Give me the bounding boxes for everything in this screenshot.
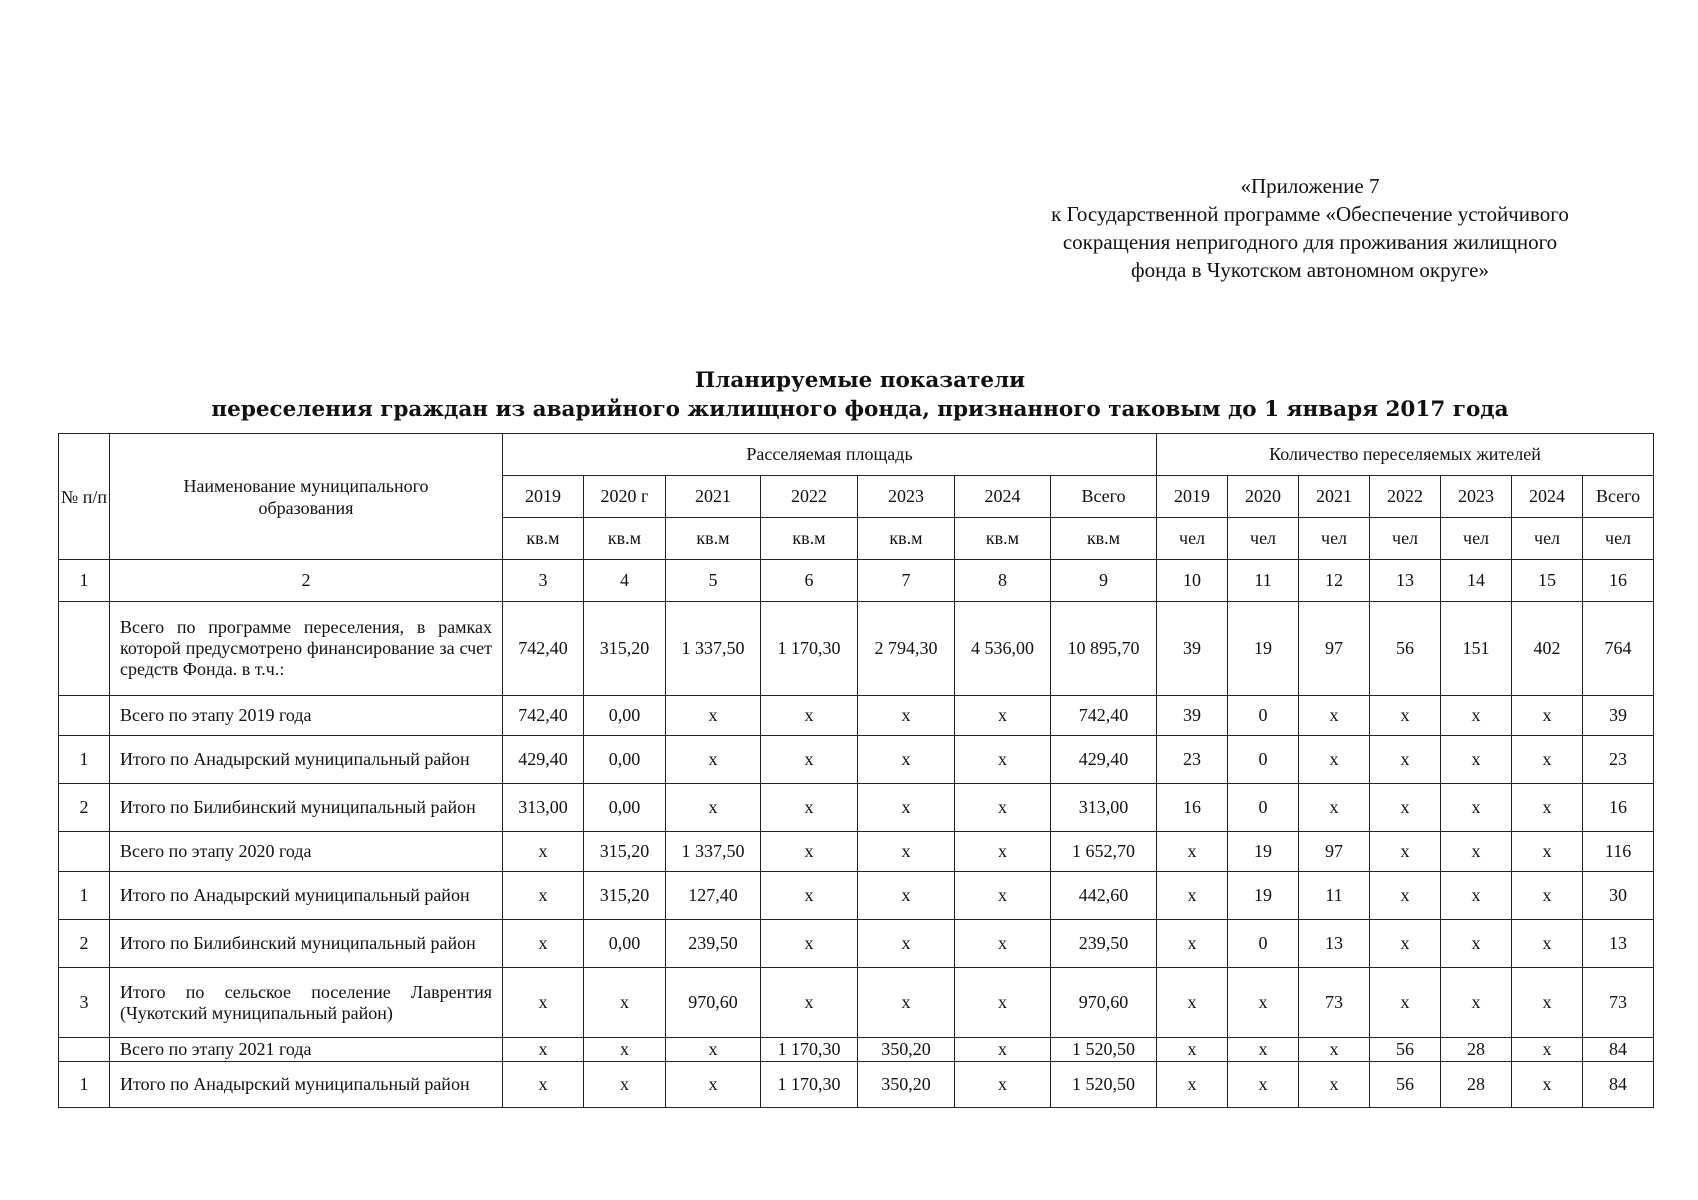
row-municipality-name: Итого по Анадырский муниципальный район xyxy=(110,736,503,784)
header-people-year: 2022 xyxy=(1370,476,1441,518)
cell-area-value: 742,40 xyxy=(503,696,584,736)
cell-area-value: х xyxy=(955,832,1051,872)
cell-people-value: 39 xyxy=(1157,696,1228,736)
cell-area-value: х xyxy=(503,872,584,920)
row-number xyxy=(59,832,110,872)
cell-area-value: х xyxy=(955,1038,1051,1062)
appendix-line-1: «Приложение 7 xyxy=(1240,174,1380,198)
cell-people-value: 56 xyxy=(1370,1062,1441,1108)
cell-area-value: 742,40 xyxy=(1051,696,1157,736)
row-number xyxy=(59,1038,110,1062)
table-row xyxy=(59,696,1654,736)
header-people-year: 2024 xyxy=(1512,476,1583,518)
cell-people-value: 13 xyxy=(1583,920,1654,968)
cell-people-value: 56 xyxy=(1370,602,1441,696)
cell-area-value: х xyxy=(666,1038,761,1062)
table-row xyxy=(59,602,1654,696)
header-area-unit: кв.м xyxy=(584,518,666,560)
cell-people-value: 0 xyxy=(1228,696,1299,736)
cell-people-value: х xyxy=(1512,968,1583,1038)
cell-people-value: х xyxy=(1441,920,1512,968)
row-municipality-name: Всего по этапу 2021 года xyxy=(110,1038,503,1062)
header-column-number: 3 xyxy=(503,560,584,602)
cell-people-value: 116 xyxy=(1583,832,1654,872)
cell-area-value: 1 170,30 xyxy=(761,1038,858,1062)
cell-area-value: х xyxy=(584,1038,666,1062)
cell-area-value: 1 337,50 xyxy=(666,602,761,696)
cell-people-value: х xyxy=(1228,1062,1299,1108)
cell-area-value: х xyxy=(858,736,955,784)
header-people-unit: чел xyxy=(1299,518,1370,560)
cell-area-value: х xyxy=(584,1062,666,1108)
row-municipality-name: Итого по Анадырский муниципальный район xyxy=(110,1062,503,1108)
header-area-year: 2023 xyxy=(858,476,955,518)
cell-area-value: х xyxy=(761,968,858,1038)
cell-area-value: х xyxy=(955,784,1051,832)
cell-people-value: 56 xyxy=(1370,1038,1441,1062)
cell-area-value: х xyxy=(761,784,858,832)
header-area-group: Расселяемая площадь xyxy=(503,434,1157,476)
cell-area-value: х xyxy=(503,1062,584,1108)
cell-area-value: х xyxy=(666,696,761,736)
cell-area-value: 0,00 xyxy=(584,736,666,784)
header-column-number: 13 xyxy=(1370,560,1441,602)
header-area-unit: кв.м xyxy=(1051,518,1157,560)
header-column-number: 7 xyxy=(858,560,955,602)
cell-area-value: 970,60 xyxy=(666,968,761,1038)
header-column-number: 5 xyxy=(666,560,761,602)
table-row xyxy=(59,1038,1654,1062)
header-people-group: Количество переселяемых жителей xyxy=(1157,434,1654,476)
header-people-unit: чел xyxy=(1370,518,1441,560)
cell-people-value: х xyxy=(1228,1038,1299,1062)
cell-area-value: х xyxy=(858,920,955,968)
header-people-unit: чел xyxy=(1441,518,1512,560)
cell-area-value: х xyxy=(858,784,955,832)
cell-area-value: 429,40 xyxy=(1051,736,1157,784)
table-row xyxy=(59,832,1654,872)
title-line-2: переселения граждан из аварийного жилищного фонда, признанного таковым до 1 января 2017 года xyxy=(211,397,1509,422)
cell-people-value: х xyxy=(1441,784,1512,832)
cell-people-value: х xyxy=(1512,736,1583,784)
cell-people-value: 28 xyxy=(1441,1038,1512,1062)
cell-area-value: х xyxy=(503,1038,584,1062)
cell-area-value: 315,20 xyxy=(584,602,666,696)
cell-people-value: х xyxy=(1157,872,1228,920)
cell-people-value: х xyxy=(1370,968,1441,1038)
cell-people-value: 11 xyxy=(1299,872,1370,920)
appendix-header xyxy=(980,172,1640,284)
header-column-number: 15 xyxy=(1512,560,1583,602)
cell-area-value: 1 520,50 xyxy=(1051,1062,1157,1108)
header-area-year: 2019 xyxy=(503,476,584,518)
document-title xyxy=(60,366,1660,424)
header-people-year: Всего xyxy=(1583,476,1654,518)
cell-area-value: х xyxy=(761,736,858,784)
header-people-year: 2019 xyxy=(1157,476,1228,518)
header-column-number: 10 xyxy=(1157,560,1228,602)
header-column-number: 2 xyxy=(110,560,503,602)
cell-area-value: 350,20 xyxy=(858,1062,955,1108)
cell-area-value: х xyxy=(955,1062,1051,1108)
cell-area-value: 1 520,50 xyxy=(1051,1038,1157,1062)
cell-people-value: 97 xyxy=(1299,602,1370,696)
cell-people-value: х xyxy=(1157,1062,1228,1108)
cell-people-value: х xyxy=(1299,1062,1370,1108)
cell-area-value: 350,20 xyxy=(858,1038,955,1062)
appendix-line-4: фонда в Чукотском автономном округе» xyxy=(1130,258,1489,282)
cell-people-value: 23 xyxy=(1583,736,1654,784)
row-number: 1 xyxy=(59,872,110,920)
header-area-year: Всего xyxy=(1051,476,1157,518)
row-municipality-name: Итого по Анадырский муниципальный район xyxy=(110,872,503,920)
cell-people-value: 13 xyxy=(1299,920,1370,968)
header-people-unit: чел xyxy=(1228,518,1299,560)
header-area-unit: кв.м xyxy=(761,518,858,560)
row-municipality-name: Итого по сельское поселение Лаврентия (Чукотский муниципальный район) xyxy=(110,968,503,1038)
header-row-column-numbers xyxy=(59,560,1654,602)
cell-area-value: х xyxy=(955,920,1051,968)
cell-people-value: х xyxy=(1157,968,1228,1038)
cell-people-value: х xyxy=(1370,920,1441,968)
row-number: 2 xyxy=(59,920,110,968)
cell-area-value: 1 337,50 xyxy=(666,832,761,872)
cell-area-value: х xyxy=(584,968,666,1038)
header-people-unit: чел xyxy=(1583,518,1654,560)
cell-people-value: х xyxy=(1441,832,1512,872)
row-municipality-name: Всего по программе переселения, в рамках которой предусмотрено финансирование за счет средств Фонда. в т.ч.: xyxy=(110,602,503,696)
row-number: 2 xyxy=(59,784,110,832)
header-num: № п/п xyxy=(59,434,110,560)
cell-people-value: х xyxy=(1157,832,1228,872)
cell-people-value: 151 xyxy=(1441,602,1512,696)
cell-area-value: х xyxy=(761,696,858,736)
cell-people-value: 0 xyxy=(1228,784,1299,832)
cell-people-value: х xyxy=(1441,968,1512,1038)
cell-area-value: х xyxy=(858,872,955,920)
header-column-number: 12 xyxy=(1299,560,1370,602)
cell-people-value: 0 xyxy=(1228,736,1299,784)
header-column-number: 14 xyxy=(1441,560,1512,602)
row-municipality-name: Всего по этапу 2020 года xyxy=(110,832,503,872)
cell-area-value: 313,00 xyxy=(503,784,584,832)
row-municipality-name: Всего по этапу 2019 года xyxy=(110,696,503,736)
cell-people-value: 84 xyxy=(1583,1038,1654,1062)
cell-area-value: 970,60 xyxy=(1051,968,1157,1038)
cell-people-value: 0 xyxy=(1228,920,1299,968)
cell-people-value: 73 xyxy=(1299,968,1370,1038)
cell-area-value: 239,50 xyxy=(1051,920,1157,968)
cell-area-value: 2 794,30 xyxy=(858,602,955,696)
cell-people-value: х xyxy=(1370,736,1441,784)
header-column-number: 1 xyxy=(59,560,110,602)
cell-people-value: 19 xyxy=(1228,872,1299,920)
cell-area-value: 1 170,30 xyxy=(761,1062,858,1108)
cell-area-value: 742,40 xyxy=(503,602,584,696)
header-area-unit: кв.м xyxy=(858,518,955,560)
row-municipality-name: Итого по Билибинский муниципальный район xyxy=(110,784,503,832)
cell-area-value: 315,20 xyxy=(584,872,666,920)
cell-area-value: х xyxy=(761,920,858,968)
cell-people-value: х xyxy=(1441,696,1512,736)
cell-area-value: х xyxy=(503,968,584,1038)
header-area-unit: кв.м xyxy=(503,518,584,560)
cell-area-value: х xyxy=(503,832,584,872)
cell-people-value: 39 xyxy=(1583,696,1654,736)
header-area-unit: кв.м xyxy=(666,518,761,560)
cell-people-value: 97 xyxy=(1299,832,1370,872)
header-column-number: 9 xyxy=(1051,560,1157,602)
row-number: 3 xyxy=(59,968,110,1038)
header-people-year: 2023 xyxy=(1441,476,1512,518)
cell-people-value: х xyxy=(1370,696,1441,736)
cell-people-value: 30 xyxy=(1583,872,1654,920)
cell-people-value: х xyxy=(1512,832,1583,872)
cell-people-value: 19 xyxy=(1228,602,1299,696)
cell-people-value: х xyxy=(1370,784,1441,832)
header-area-year: 2020 г xyxy=(584,476,666,518)
header-column-number: 6 xyxy=(761,560,858,602)
cell-people-value: 402 xyxy=(1512,602,1583,696)
header-people-year: 2020 xyxy=(1228,476,1299,518)
header-people-unit: чел xyxy=(1512,518,1583,560)
cell-people-value: х xyxy=(1157,1038,1228,1062)
cell-people-value: х xyxy=(1441,872,1512,920)
header-column-number: 4 xyxy=(584,560,666,602)
table-body xyxy=(59,602,1654,1108)
cell-people-value: 28 xyxy=(1441,1062,1512,1108)
header-column-number: 8 xyxy=(955,560,1051,602)
cell-people-value: х xyxy=(1299,736,1370,784)
cell-area-value: 313,00 xyxy=(1051,784,1157,832)
header-area-year: 2021 xyxy=(666,476,761,518)
cell-people-value: х xyxy=(1228,968,1299,1038)
cell-people-value: х xyxy=(1512,1038,1583,1062)
cell-people-value: х xyxy=(1441,736,1512,784)
cell-area-value: х xyxy=(858,696,955,736)
cell-area-value: 4 536,00 xyxy=(955,602,1051,696)
cell-people-value: х xyxy=(1299,696,1370,736)
row-number: 1 xyxy=(59,736,110,784)
table-row xyxy=(59,872,1654,920)
resettlement-table xyxy=(58,433,1654,1108)
table-row xyxy=(59,968,1654,1038)
header-column-number: 16 xyxy=(1583,560,1654,602)
cell-people-value: 19 xyxy=(1228,832,1299,872)
header-name: Наименование муниципального образования xyxy=(110,434,503,560)
cell-area-value: 10 895,70 xyxy=(1051,602,1157,696)
cell-area-value: 442,60 xyxy=(1051,872,1157,920)
cell-area-value: х xyxy=(858,968,955,1038)
cell-people-value: х xyxy=(1512,872,1583,920)
cell-people-value: х xyxy=(1512,784,1583,832)
cell-people-value: 764 xyxy=(1583,602,1654,696)
cell-area-value: х xyxy=(955,968,1051,1038)
cell-area-value: х xyxy=(666,784,761,832)
cell-area-value: 0,00 xyxy=(584,784,666,832)
cell-people-value: х xyxy=(1157,920,1228,968)
cell-area-value: х xyxy=(761,872,858,920)
cell-area-value: х xyxy=(955,872,1051,920)
cell-people-value: 73 xyxy=(1583,968,1654,1038)
table-row xyxy=(59,1062,1654,1108)
header-area-unit: кв.м xyxy=(955,518,1051,560)
cell-area-value: х xyxy=(955,736,1051,784)
cell-people-value: 84 xyxy=(1583,1062,1654,1108)
cell-area-value: 127,40 xyxy=(666,872,761,920)
table-row xyxy=(59,920,1654,968)
appendix-line-2: к Государственной программе «Обеспечение устойчивого xyxy=(1051,202,1569,226)
cell-people-value: х xyxy=(1512,920,1583,968)
row-municipality-name: Итого по Билибинский муниципальный район xyxy=(110,920,503,968)
cell-people-value: х xyxy=(1370,872,1441,920)
cell-area-value: х xyxy=(761,832,858,872)
cell-area-value: 315,20 xyxy=(584,832,666,872)
row-number xyxy=(59,696,110,736)
cell-people-value: х xyxy=(1299,784,1370,832)
row-number: 1 xyxy=(59,1062,110,1108)
cell-people-value: 16 xyxy=(1583,784,1654,832)
cell-people-value: х xyxy=(1512,696,1583,736)
header-column-number: 11 xyxy=(1228,560,1299,602)
title-line-1: Планируемые показатели xyxy=(694,368,1026,393)
cell-area-value: 429,40 xyxy=(503,736,584,784)
cell-area-value: 239,50 xyxy=(666,920,761,968)
header-people-year: 2021 xyxy=(1299,476,1370,518)
cell-area-value: 1 652,70 xyxy=(1051,832,1157,872)
cell-people-value: х xyxy=(1299,1038,1370,1062)
table-row xyxy=(59,736,1654,784)
header-area-year: 2022 xyxy=(761,476,858,518)
cell-area-value: х xyxy=(503,920,584,968)
cell-area-value: х xyxy=(955,696,1051,736)
cell-area-value: 0,00 xyxy=(584,696,666,736)
cell-area-value: 1 170,30 xyxy=(761,602,858,696)
cell-area-value: х xyxy=(666,1062,761,1108)
cell-people-value: 16 xyxy=(1157,784,1228,832)
cell-area-value: х xyxy=(666,736,761,784)
cell-people-value: 23 xyxy=(1157,736,1228,784)
appendix-line-3: сокращения непригодного для проживания жилищного xyxy=(1062,230,1558,254)
header-people-unit: чел xyxy=(1157,518,1228,560)
cell-area-value: х xyxy=(858,832,955,872)
row-number xyxy=(59,602,110,696)
cell-area-value: 0,00 xyxy=(584,920,666,968)
header-area-year: 2024 xyxy=(955,476,1051,518)
cell-people-value: 39 xyxy=(1157,602,1228,696)
header-row-groups xyxy=(59,434,1654,476)
table-row xyxy=(59,784,1654,832)
cell-people-value: х xyxy=(1512,1062,1583,1108)
cell-people-value: х xyxy=(1370,832,1441,872)
